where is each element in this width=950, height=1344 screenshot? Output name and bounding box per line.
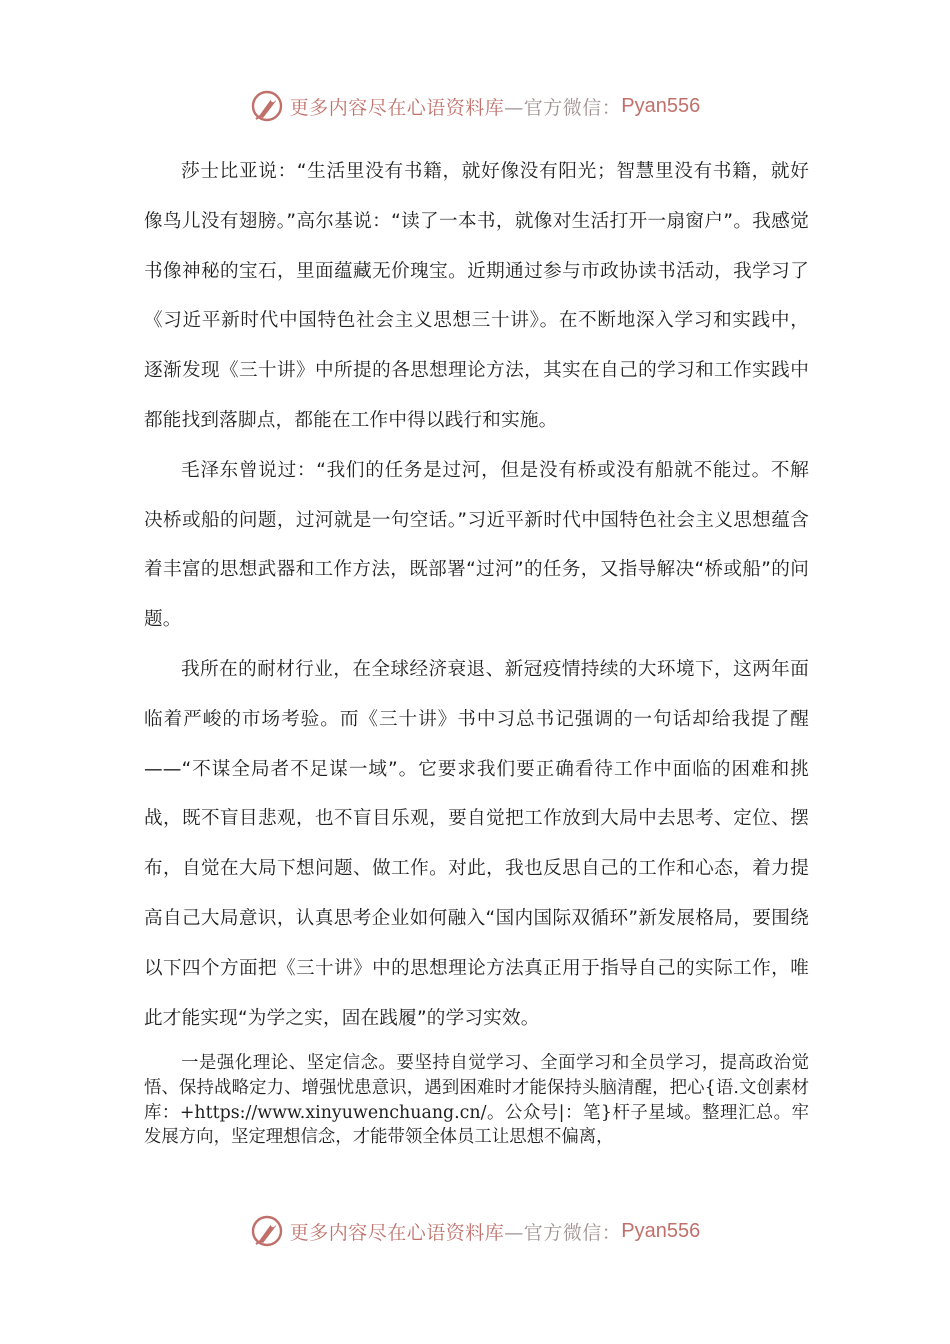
footer-sub-text: —官方微信：: [504, 1221, 622, 1244]
footer-main-text: 更多内容尽在心语资料库: [289, 1221, 505, 1244]
fountain-pen-circle-logo-icon: [250, 89, 284, 123]
header-wechat-id: Pyan556: [621, 94, 701, 117]
paragraph-2: 毛泽东曾说过：“我们的任务是过河，但是没有桥或没有船就不能过。不解决桥或船的问题，过河就是一句空话。”习近平新时代中国特色社会主义思想蕴含着丰富的思想武器和工作方法，既部署“过河”的任务，又指导解决“桥或船”的问题。: [144, 459, 809, 631]
header-main-text: 更多内容尽在心语资料库: [289, 96, 505, 119]
paragraph-4: 一是强化理论、坚定信念。要坚持自觉学习、全面学习和全员学习，提高政治觉悟、保持战略定力、增强忧患意识，遇到困难时才能保持头脑清醒，把心{语.文创素材库：+https://www.xinyuwenchuang.cn/。公众号|：笔}杆子星域。整理汇总。牢发展方向，坚定理想信念，才能带领全体员工让思想不偏离，: [144, 1053, 809, 1148]
footer-banner: [0, 1211, 950, 1251]
footer-wechat-id: Pyan556: [621, 1219, 701, 1242]
header-banner: [0, 86, 950, 126]
fountain-pen-circle-logo-icon: [250, 1214, 284, 1248]
paragraph-1: 莎士比亚说：“生活里没有书籍，就好像没有阳光；智慧里没有书籍，就好像鸟儿没有翅膀。”高尔基说：“读了一本书，就像对生活打开一扇窗户”。我感觉书像神秘的宝石，里面蕴藏无价瑰宝。近期通过参与市政协读书活动，我学习了《习近平新时代中国特色社会主义思想三十讲》。在不断地深入学习和实践中，逐渐发现《三十讲》中所提的各思想理论方法，其实在自己的学习和工作实践中都能找到落脚点，都能在工作中得以践行和实施。: [144, 161, 809, 431]
document-body: [144, 147, 809, 1150]
header-sub-text: —官方微信：: [504, 96, 622, 119]
paragraph-3: 我所在的耐材行业，在全球经济衰退、新冠疫情持续的大环境下，这两年面临着严峻的市场考验。而《三十讲》书中习总书记强调的一句话却给我提了醒——“不谋全局者不足谋一域”。它要求我们要正确看待工作中面临的困难和挑战，既不盲目悲观，也不盲目乐观，要自觉把工作放到大局中去思考、定位、摆布，自觉在大局下想问题、做工作。对此，我也反思自己的工作和心态，着力提高自己大局意识，认真思考企业如何融入“国内国际双循环”新发展格局，要围绕以下四个方面把《三十讲》中的思想理论方法真正用于指导自己的实际工作，唯此才能实现“为学之实，固在践履”的学习实效。: [144, 658, 809, 1029]
